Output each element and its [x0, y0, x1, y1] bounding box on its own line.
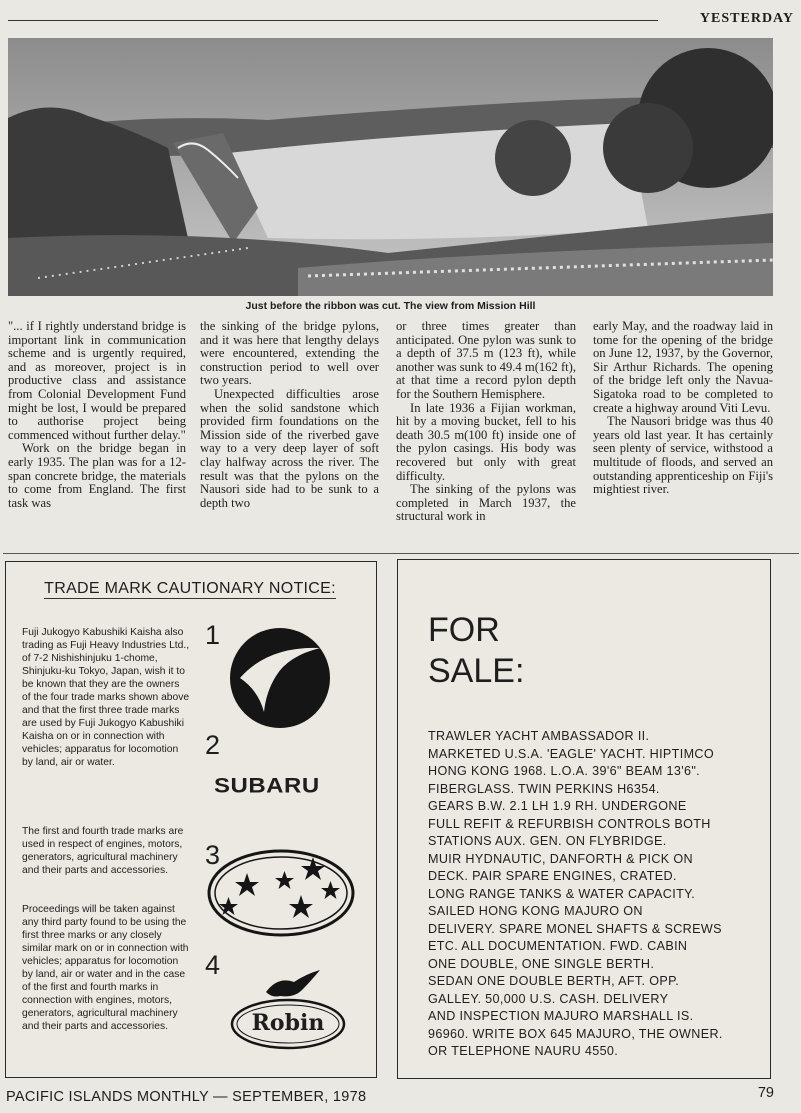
trademark-paragraph-1: Fuji Jukogyo Kabushiki Kaisha also trading as Fuji Heavy Industries Ltd., of 7-2 Nishishinjuku 1-chome, Shinjuku-ku Tokyo, Japan, wish it to be known that they are the owners of the four trade marks shown above and that the first three trade marks are used by Fuji Jukogyo Kabushiki Kaisha on or in connection with vehicles; apparatus for locomotion by land, air or water.	[22, 627, 190, 768]
trademark-paragraph-2: The first and fourth trade marks are used in respect of engines, motors, generators, agricultural machinery and their parts and accessories.	[22, 826, 184, 876]
for-sale-heading-line-1: FOR	[428, 611, 500, 649]
section-title: YESTERDAY	[699, 11, 794, 26]
robin-wordmark: Robin	[251, 1010, 325, 1036]
trademark-title	[18, 580, 362, 598]
paragraph: The Nausori bridge was thus 40 years old last year. It has certainly seen plenty of service, withstood a multitude of floods, and served an outstanding apprenticeship on Fiji's mightiest river.	[593, 414, 773, 497]
ad-line: DECK. PAIR SPARE ENGINES, CRATED.	[428, 869, 677, 883]
ad-line: AND INSPECTION MAJURO MARSHALL IS.	[428, 1009, 694, 1023]
ad-line: DELIVERY. SPARE MONEL SHAFTS & SCREWS	[428, 921, 722, 936]
mark-number-2: 2	[205, 730, 221, 760]
article-column-3	[396, 320, 576, 545]
paragraph: Work on the bridge began in early 1935. The plan was for a 12-span concrete bridge, the materials to come from England. The first task was	[8, 441, 186, 510]
paragraph: the sinking of the bridge pylons, and it was here that lengthy delays were encountered, extending the construction period to well over two years.	[200, 320, 379, 388]
trademark-paragraph-3: Proceedings will be taken against any third party found to be using the first three marks or any closely similar mark on or in connection with vehicles; apparatus for locomotion by land, air or water and in the case of the first and fourth marks in connection with engines, motors, generators, agricultural machinery and their parts and accessories.	[22, 904, 189, 1032]
article-column-2	[200, 320, 379, 545]
robin-logo	[228, 968, 348, 1057]
paragraph: Unexpected difficulties arose when the solid sandstone which provided firm foundations on the Mission side of the riverbed gave way to a very deep layer of soft clay halfway across the river. The result was that the pylons on the Nausori side had to be sunk to a depth two	[200, 386, 379, 510]
trademark-title-text: TRADE MARK CAUTIONARY NOTICE:	[44, 580, 336, 597]
robin-bird-icon	[266, 970, 320, 997]
paragraph: or three times greater than anticipated. One pylon was sunk to a depth of 37.5 m (123 ft), while another was sunk to 49.4 m(162 ft), at that time a record pylon depth for the Southern Hemisphere.	[396, 320, 576, 401]
paragraph: "... if I rightly understand bridge is important link in communication scheme and is urgently required, and as moreover, project is in productive class and assistance from Colonial Development Fund might be lost, I would be prepared to authorise project being commenced without further delay."	[8, 320, 186, 442]
bridge-photo	[8, 38, 773, 296]
ad-line: TRAWLER YACHT AMBASSADOR II.	[428, 729, 650, 743]
article-column-1	[8, 320, 186, 545]
publication-footer: PACIFIC ISLANDS MONTHLY — SEPTEMBER, 1978	[6, 1089, 367, 1105]
ad-line: 96960. WRITE BOX 645 MAJURO, THE OWNER.	[428, 1026, 723, 1041]
for-sale-heading-line-2: SALE:	[428, 652, 525, 690]
ad-line: SEDAN ONE DOUBLE BERTH, AFT. OPP.	[428, 974, 680, 988]
ad-line: HONG KONG 1968. L.O.A. 39'6" BEAM 13'6".	[428, 764, 701, 778]
fuji-swoosh-logo-icon	[228, 626, 332, 735]
ad-line: ONE DOUBLE, ONE SINGLE BERTH.	[428, 956, 655, 971]
subaru-wordmark: SUBARU	[214, 773, 320, 798]
mark-number-4: 4	[205, 950, 221, 980]
ad-line: MUIR HYDNAUTIC, DANFORTH & PICK ON	[428, 851, 693, 866]
ad-line: STATIONS AUX. GEN. ON FLYBRIDGE.	[428, 834, 667, 848]
mark-number-1: 1	[205, 620, 221, 650]
section-divider	[3, 553, 799, 554]
paragraph: In late 1936 a Fijian workman, hit by a moving bucket, fell to his death 30.5 m(100 ft) inside one of the pylon casings. His body was recovered but only with great difficulty.	[396, 400, 576, 483]
article-column-4	[593, 320, 773, 545]
paragraph: The sinking of the pylons was completed in March 1937, the structural work in	[396, 482, 576, 524]
mark-number-3: 3	[205, 840, 221, 870]
paragraph: early May, and the roadway laid in tome for the opening of the bridge on June 12, 1937, by the Governor, Sir Arthur Richards. The opening of the bridge left only the Navua-Sigatoka road to be completed to create a highway around Viti Levu.	[593, 320, 773, 415]
ad-line: SAILED HONG KONG MAJURO ON	[428, 904, 643, 918]
photo-caption: Just before the ribbon was cut. The view from Mission Hill	[245, 300, 536, 312]
ad-line: GALLEY. 50,000 U.S. CASH. DELIVERY	[428, 991, 669, 1006]
ad-line: MARKETED U.S.A. 'EAGLE' YACHT. HIPTIMCO	[428, 746, 715, 761]
for-sale-text	[428, 728, 768, 1061]
subaru-stars-logo-icon	[206, 848, 356, 943]
ad-line: FULL REFIT & REFURBISH CONTROLS BOTH	[428, 816, 711, 831]
header-rule	[8, 20, 658, 21]
ad-line: GEARS B.W. 2.1 LH 1.9 RH. UNDERGONE	[428, 799, 687, 813]
ad-line: OR TELEPHONE NAURU 4550.	[428, 1044, 619, 1058]
ad-line: FIBERGLASS. TWIN PERKINS H6354.	[428, 781, 660, 796]
for-sale-heading	[428, 610, 728, 692]
ad-line: LONG RANGE TANKS & WATER CAPACITY.	[428, 886, 696, 901]
ad-line: ETC. ALL DOCUMENTATION. FWD. CABIN	[428, 939, 688, 953]
page-number: 79	[757, 1085, 774, 1101]
